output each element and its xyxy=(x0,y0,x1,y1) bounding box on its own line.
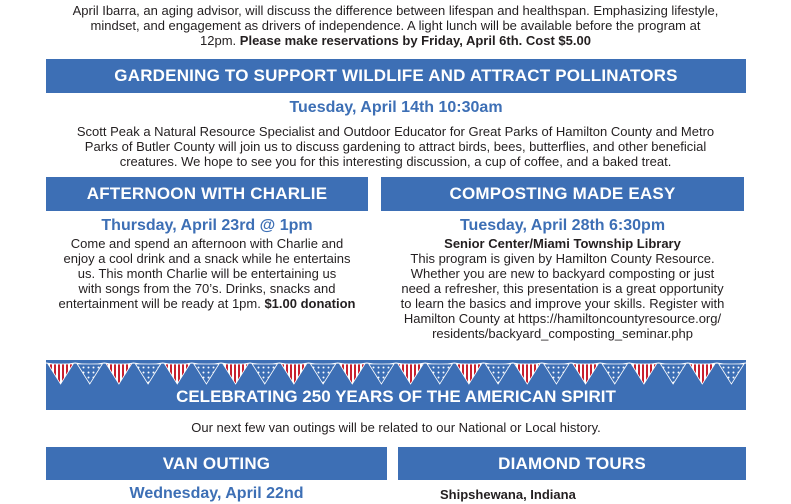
intro-paragraph xyxy=(20,3,771,48)
bunting-flag xyxy=(340,364,365,384)
charlie-description xyxy=(46,236,368,311)
charlie-line-1: Come and spend an afternoon with Charlie and xyxy=(70,236,344,251)
gardening-banner xyxy=(46,59,746,93)
composting-line-5: Hamilton County at https://hamiltoncountyresource.org/ xyxy=(403,311,722,326)
intro-reservation-note: Please make reservations by Friday, April 6th. Cost $5.00 xyxy=(239,33,591,48)
bunting-flag xyxy=(48,364,73,384)
bunting-flag xyxy=(369,364,394,384)
charlie-line-4: with songs from the 70’s. Drinks, snacks and xyxy=(78,281,336,296)
celebration-title: CELEBRATING 250 YEARS OF THE AMERICAN SPIRIT xyxy=(176,387,616,406)
bunting-flag xyxy=(165,364,190,384)
composting-line-6: residents/backyard_composting_seminar.php xyxy=(432,326,693,341)
charlie-line-5 xyxy=(46,296,368,311)
diamond-tours-banner xyxy=(398,447,746,480)
bunting-flag xyxy=(690,364,715,384)
gardening-line-1: Scott Peak a Natural Resource Specialist and Outdoor Educator for Great Parks of Hamilton County and Metro xyxy=(76,124,715,139)
composting-line-4: to learn the basics and improve your skills. Register with xyxy=(400,296,725,311)
celebration-banner xyxy=(46,360,746,410)
bunting-flag xyxy=(252,364,277,384)
composting-line-2: Whether you are new to backyard composting or just xyxy=(410,266,715,281)
celebration-subtitle: Our next few van outings will be related to our National or Local history. xyxy=(191,420,601,435)
bunting-flag xyxy=(544,364,569,384)
bunting-flag xyxy=(398,364,423,384)
bunting-flag xyxy=(427,364,452,384)
composting-location: Senior Center/Miami Township Library xyxy=(444,236,681,251)
charlie-line-2: enjoy a cool drink and a snack while he entertains xyxy=(63,251,351,266)
charlie-line-3: us. This month Charlie will be entertaining us xyxy=(77,266,337,281)
bunting-flag xyxy=(456,364,481,384)
diamond-tours-title: DIAMOND TOURS xyxy=(498,454,646,473)
composting-description xyxy=(381,236,744,341)
intro-line-3-text: 12pm. xyxy=(200,33,240,48)
bunting-flag xyxy=(661,364,686,384)
bunting-flag xyxy=(311,364,336,384)
van-outing-date: Wednesday, April 22nd xyxy=(129,485,304,502)
bunting-flag xyxy=(106,364,131,384)
bunting-flag xyxy=(486,364,511,384)
charlie-title: AFTERNOON WITH CHARLIE xyxy=(86,184,328,203)
intro-line-3 xyxy=(20,33,771,48)
diamond-tours-location: Shipshewana, Indiana xyxy=(440,487,576,502)
composting-title: COMPOSTING MADE EASY xyxy=(449,184,676,203)
charlie-donation: $1.00 donation xyxy=(264,296,356,311)
gardening-title: GARDENING TO SUPPORT WILDLIFE AND ATTRACT POLLINATORS xyxy=(114,66,678,85)
bunting-flag xyxy=(602,364,627,384)
composting-date: Tuesday, April 28th 6:30pm xyxy=(459,217,666,234)
gardening-line-3: creatures. We hope to see you for this interesting discussion, a cup of coffee, and a baked treat. xyxy=(119,154,672,169)
composting-banner xyxy=(381,177,744,211)
composting-line-1: This program is given by Hamilton County Resource. xyxy=(410,251,715,266)
van-outing-banner xyxy=(46,447,387,480)
bunting-flag xyxy=(77,364,102,384)
van-outing-title: VAN OUTING xyxy=(162,454,271,473)
charlie-banner xyxy=(46,177,368,211)
charlie-line-5-text: entertainment will be ready at 1pm. xyxy=(58,296,265,311)
bunting-flag xyxy=(194,364,219,384)
bunting-flag xyxy=(573,364,598,384)
bunting-flag xyxy=(136,364,161,384)
gardening-date: Tuesday, April 14th 10:30am xyxy=(289,99,503,116)
intro-line-1: April Ibarra, an aging advisor, will discuss the difference between lifespan and healthspan. Emphasizing lifestyle, xyxy=(72,3,719,18)
charlie-date: Thursday, April 23rd @ 1pm xyxy=(101,217,313,234)
gardening-line-2: Parks of Butler County will join us to discuss gardening to attract birds, bees, butterflies, and other beneficial xyxy=(84,139,707,154)
bunting-flag xyxy=(281,364,306,384)
composting-line-3: need a refresher, this presentation is a great opportunity xyxy=(401,281,724,296)
bunting-flag xyxy=(223,364,248,384)
bunting-flag xyxy=(515,364,540,384)
gardening-description xyxy=(30,124,761,169)
bunting-flag xyxy=(719,364,744,384)
bunting-flag xyxy=(631,364,656,384)
intro-line-2: mindset, and engagement as drivers of independence. A light lunch will be available before the program at xyxy=(90,18,701,33)
